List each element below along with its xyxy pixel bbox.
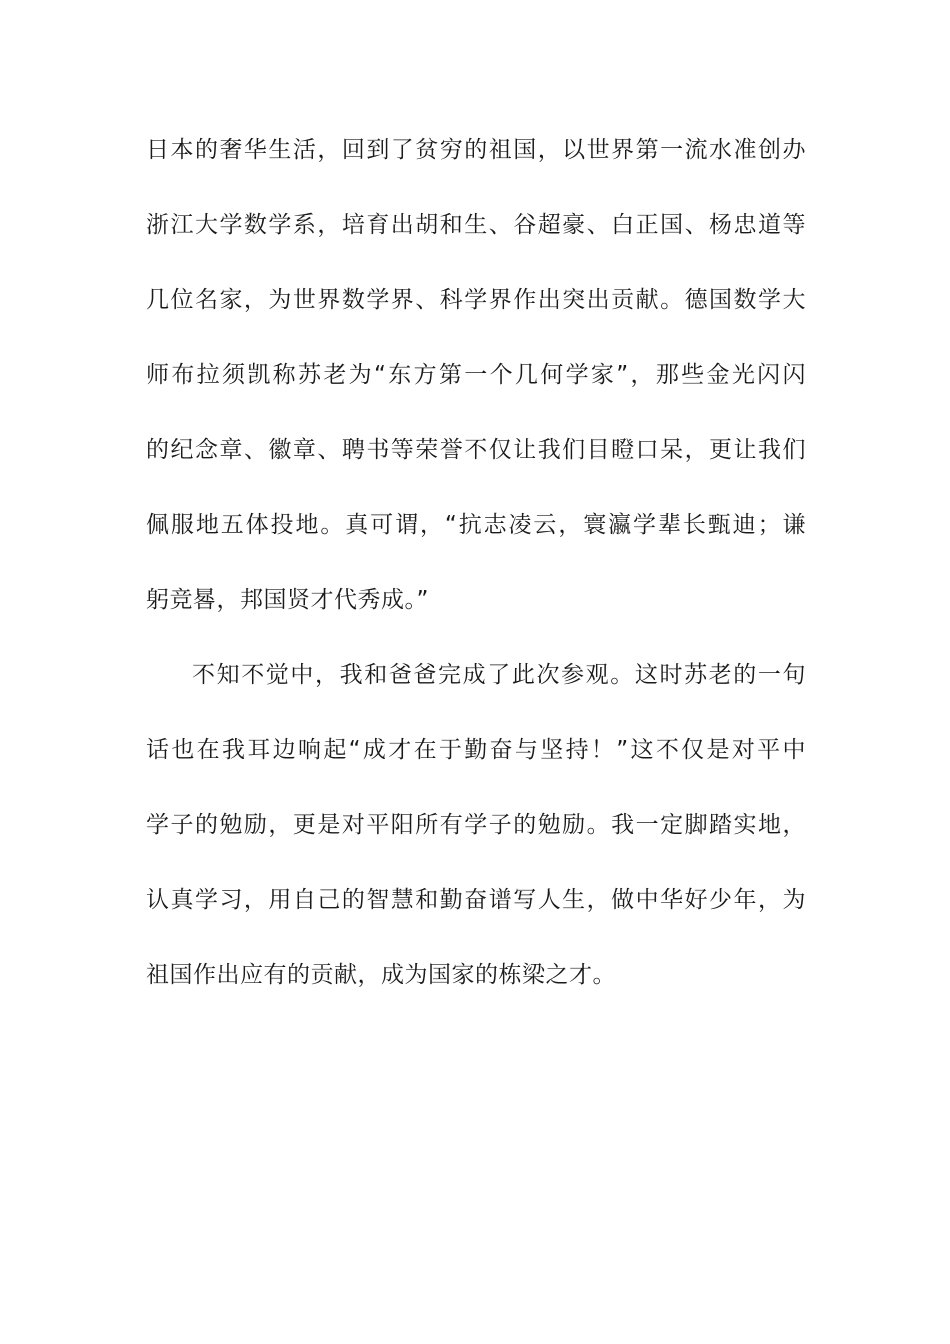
text-line: 祖国作出应有的贡献，成为国家的栋梁之才。 (146, 962, 616, 988)
text-line: 日本的奢华生活，回到了贫穷的祖国，以世界第一流水准创办 (146, 137, 806, 163)
paragraph-first-line: 不知不觉中，我和爸爸完成了此次参观。这时苏老的一句 (192, 662, 806, 688)
text-line: 认真学习，用自己的智慧和勤奋谱写人生，做中华好少年，为 (146, 887, 806, 913)
document-body (146, 128, 806, 1028)
text-line: 师布拉须凯称苏老为“东方第一个几何学家”，那些金光闪闪 (146, 362, 806, 388)
text-line: 浙江大学数学系，培育出胡和生、谷超豪、白正国、杨忠道等 (146, 212, 806, 238)
text-line: 佩服地五体投地。真可谓，“抗志凌云，寰瀛学辈长甄迪；谦 (146, 512, 806, 538)
text-line: 几位名家，为世界数学界、科学界作出突出贡献。德国数学大 (146, 287, 806, 313)
text-line: 话也在我耳边响起“成才在于勤奋与坚持！”这不仅是对平中 (146, 737, 806, 763)
text-line: 的纪念章、徽章、聘书等荣誉不仅让我们目瞪口呆，更让我们 (146, 437, 806, 463)
text-line: 学子的勉励，更是对平阳所有学子的勉励。我一定脚踏实地， (146, 812, 806, 838)
text-line: 躬竞晷，邦国贤才代秀成。” (146, 587, 429, 613)
